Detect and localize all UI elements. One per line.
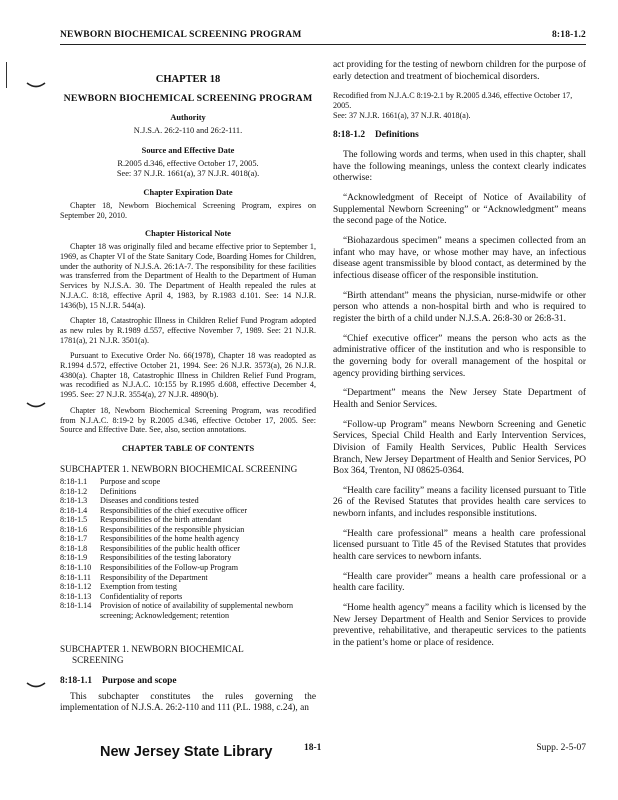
history-paragraph: Pursuant to Executive Order No. 66(1978), Chapter 18 was readopted as R.1994 d.572, effective October 21, 1994. See: 26 N.J.R. 3573(a), 26 N.J.R. 4380(a). Chapter 18, Catastrophic Illness in Children Relief Fund Program, was recodified as N.J.A.C. 10:155 by R.1995 d.608, effective December 4, 1995. See: 27 N.J.R. 3554(a), 27 N.J.R. 4890(b). [60, 351, 316, 400]
left-column [60, 60, 316, 715]
supplement-date: Supp. 2-5-07 [536, 743, 586, 753]
history-paragraph: Chapter 18, Newborn Biochemical Screening Program, was recodified from N.J.A.C. 8:19-2 by R.2005 d.346, effective October 17, 2005. See: Source and Effective Date. See, also, section annotations. [60, 405, 316, 435]
page-footer [0, 742, 618, 772]
toc-title: Confidentiality of reports [100, 591, 183, 601]
history-heading: Chapter Historical Note [145, 229, 231, 239]
toc-row [60, 592, 316, 602]
toc-row [60, 477, 316, 487]
toc-row [60, 573, 316, 583]
toc-row [60, 515, 316, 525]
toc-number: 8:18-1.10 [60, 562, 92, 572]
toc-number: 8:18-1.12 [60, 582, 92, 592]
definition: “Health care provider” means a health care professional or a health care facility. [333, 571, 586, 594]
definition: “Chief executive officer” means the person who acts as the administrative officer of the institution and who is responsible to the governing body for overall management of the hospital or agency providing birthing services. [333, 333, 586, 379]
toc-number: 8:18-1.8 [60, 543, 88, 553]
toc-row [60, 582, 316, 592]
toc-number: 8:18-1.13 [60, 591, 92, 601]
toc-number: 8:18-1.1 [60, 477, 88, 487]
toc-title: Responsibilities of the testing laboratory [100, 553, 232, 563]
header-rule [60, 44, 586, 45]
toc-title: Exemption from testing [100, 582, 177, 592]
authority-heading: Authority [170, 113, 206, 123]
page-number: 18-1 [304, 743, 322, 753]
subchapter-heading-line: SCREENING [72, 655, 124, 666]
chapter-number: CHAPTER 18 [155, 74, 221, 85]
history-paragraph: Chapter 18, Catastrophic Illness in Children Relief Fund Program adopted as new rules by R.1989 d.557, effective November 7, 1989. See: 21 N.J.R. 1781(a), 21 N.J.R. 3501(a). [60, 316, 316, 345]
toc-number: 8:18-1.4 [60, 505, 88, 515]
toc-title: Definitions [100, 486, 137, 496]
section-number: 8:18-1.2 [333, 130, 366, 141]
source-line: R.2005 d.346, effective October 17, 2005. [117, 158, 259, 168]
toc-title: Diseases and conditions tested [100, 496, 199, 506]
toc-title: Responsibilities of the responsible physician [100, 524, 245, 534]
recodified-see: See: 37 N.J.R. 1661(a), 37 N.J.R. 4018(a). [333, 110, 471, 120]
toc-row [60, 525, 316, 535]
toc-number: 8:18-1.5 [60, 515, 88, 525]
toc-title: Responsibilities of the birth attendant [100, 515, 222, 525]
toc-heading: CHAPTER TABLE OF CONTENTS [121, 443, 255, 453]
toc-row [60, 506, 316, 516]
toc-number: 8:18-1.9 [60, 553, 88, 563]
section-number: 8:18-1.1 [60, 676, 93, 687]
source-heading: Source and Effective Date [141, 145, 235, 155]
section-title: Definitions [375, 130, 419, 141]
toc-title: Responsibilities of the public health officer [100, 543, 240, 553]
expiration-text: Chapter 18, Newborn Biochemical Screening Program, expires on September 20, 2010. [60, 200, 316, 220]
section-heading [60, 676, 316, 687]
toc-row [60, 544, 316, 554]
recodified-line: Recodified from N.J.A.C 8:19-2.1 by R.2005 d.346, effective October 17, 2005. [333, 91, 573, 111]
toc-row [60, 553, 316, 563]
toc-subchapter: SUBCHAPTER 1. NEWBORN BIOCHEMICAL SCREENING [60, 464, 298, 475]
section-text: This subchapter constitutes the rules governing the implementation of N.J.S.A. 26:2-110 and 111 (P.L. 1988, c.24), an [60, 691, 316, 714]
toc-number: 8:18-1.6 [60, 524, 88, 534]
toc-title: Responsibility of the Department [100, 572, 208, 582]
right-column [333, 60, 586, 658]
definition: “Health care professional” means a health care professional licensed pursuant to Title 45 of the Revised Statutes that provides health care services to newborn infants. [333, 528, 586, 563]
toc-title: Responsibilities of the chief executive officer [100, 505, 248, 515]
definition: “Follow-up Program” means Newborn Screening and Genetic Services, Special Child Health and Early Intervention Services, Division of Family Health Services, Public Health Services Branch, New Jersey Department of Health and Senior Services, PO Box 364, Trenton, NJ 08625-0364. [333, 419, 586, 477]
punch-hole-icon [26, 400, 46, 410]
toc-row [60, 601, 316, 620]
definition: “Acknowledgment of Receipt of Notice of Availability of Supplemental Newborn Screening” or “Acknowledgment” means the second page of the Notice. [333, 193, 586, 227]
definition: “Health care facility” means a facility licensed pursuant to Title 26 of the Revised Statutes that provides health care services to newborn infants, and includes responsible institutions. [333, 485, 586, 520]
recodification-note [333, 91, 586, 120]
toc-number: 8:18-1.11 [60, 572, 91, 582]
toc-row [60, 534, 316, 544]
definition: “Biohazardous specimen” means a specimen collected from an infant who may have, or whose mother may have, an infectious disease agent transmissible by blood contact, as determined by the infectious disease officer of the responsible institution. [333, 236, 586, 281]
definition: “Birth attendant” means the physician, nurse-midwife or other person who attends a non-hospital birth and who is required to register the birth of a child under N.J.S.A. 26:8-30 or 26:8-31. [333, 290, 586, 324]
subchapter-heading-line: SUBCHAPTER 1. NEWBORN BIOCHEMICAL [60, 644, 244, 655]
punch-hole-icon [26, 80, 46, 90]
expiration-heading: Chapter Expiration Date [143, 187, 233, 197]
source-line: See: 37 N.J.R. 1661(a), 37 N.J.R. 4018(a). [116, 168, 260, 178]
definition: “Home health agency” means a facility which is licensed by the New Jersey Department of Health and Senior Services to provide preventive, rehabilitative, and therapeutic services to the patients in the patient’s home or place of residence. [333, 603, 586, 649]
section-heading [333, 130, 586, 142]
definitions-intro: The following words and terms, when used in this chapter, shall have the following meanings, unless the context clearly indicates otherwise: [333, 150, 586, 184]
running-header-title: NEWBORN BIOCHEMICAL SCREENING PROGRAM [60, 30, 302, 40]
continued-text: act providing for the testing of newborn children for the purpose of early detection and treatment of biochemical disorders. [333, 60, 586, 82]
margin-mark [6, 62, 7, 88]
toc-number: 8:18-1.14 [60, 601, 92, 611]
running-header [60, 30, 586, 40]
toc-title: Provision of notice of availability of supplemental newborn screening; Acknowledgement; retention [100, 601, 294, 620]
punch-hole-icon [26, 680, 46, 690]
running-header-section: 8:18-1.2 [551, 30, 586, 40]
toc-row [60, 496, 316, 506]
library-stamp: New Jersey State Library [100, 744, 273, 760]
toc-number: 8:18-1.2 [60, 486, 88, 496]
authority-text: N.J.S.A. 26:2-110 and 26:2-111. [133, 126, 243, 136]
history-paragraph: Chapter 18 was originally filed and became effective prior to September 1, 1969, as Chapter VI of the State Sanitary Code, Boarding Homes for Children, under the authority of N.J.S.A. 26:1A-7. The responsibility for these facilities was transferred from the Department of Health to the Department of Human Services by N.J.S.A. 30. The Department of Health repealed the rules at N.J.A.C. 8:18, effective April 4, 1983, by R.1983 d.101. See: 14 N.J.R. 1436(b), 15 N.J.R. 544(a). [60, 242, 316, 310]
section-title: Purpose and scope [102, 676, 177, 687]
toc-row [60, 563, 316, 573]
subchapter-heading [60, 644, 316, 666]
toc-title: Responsibilities of the home health agency [100, 534, 240, 544]
toc-title: Responsibilities of the Follow-up Program [100, 562, 239, 572]
toc-number: 8:18-1.7 [60, 534, 88, 544]
chapter-title: NEWBORN BIOCHEMICAL SCREENING PROGRAM [63, 92, 313, 104]
definition: “Department” means the New Jersey State Department of Health and Senior Services. [333, 388, 586, 410]
toc-title: Purpose and scope [100, 477, 161, 487]
toc-row [60, 487, 316, 497]
toc-number: 8:18-1.3 [60, 496, 88, 506]
table-of-contents [60, 477, 316, 620]
